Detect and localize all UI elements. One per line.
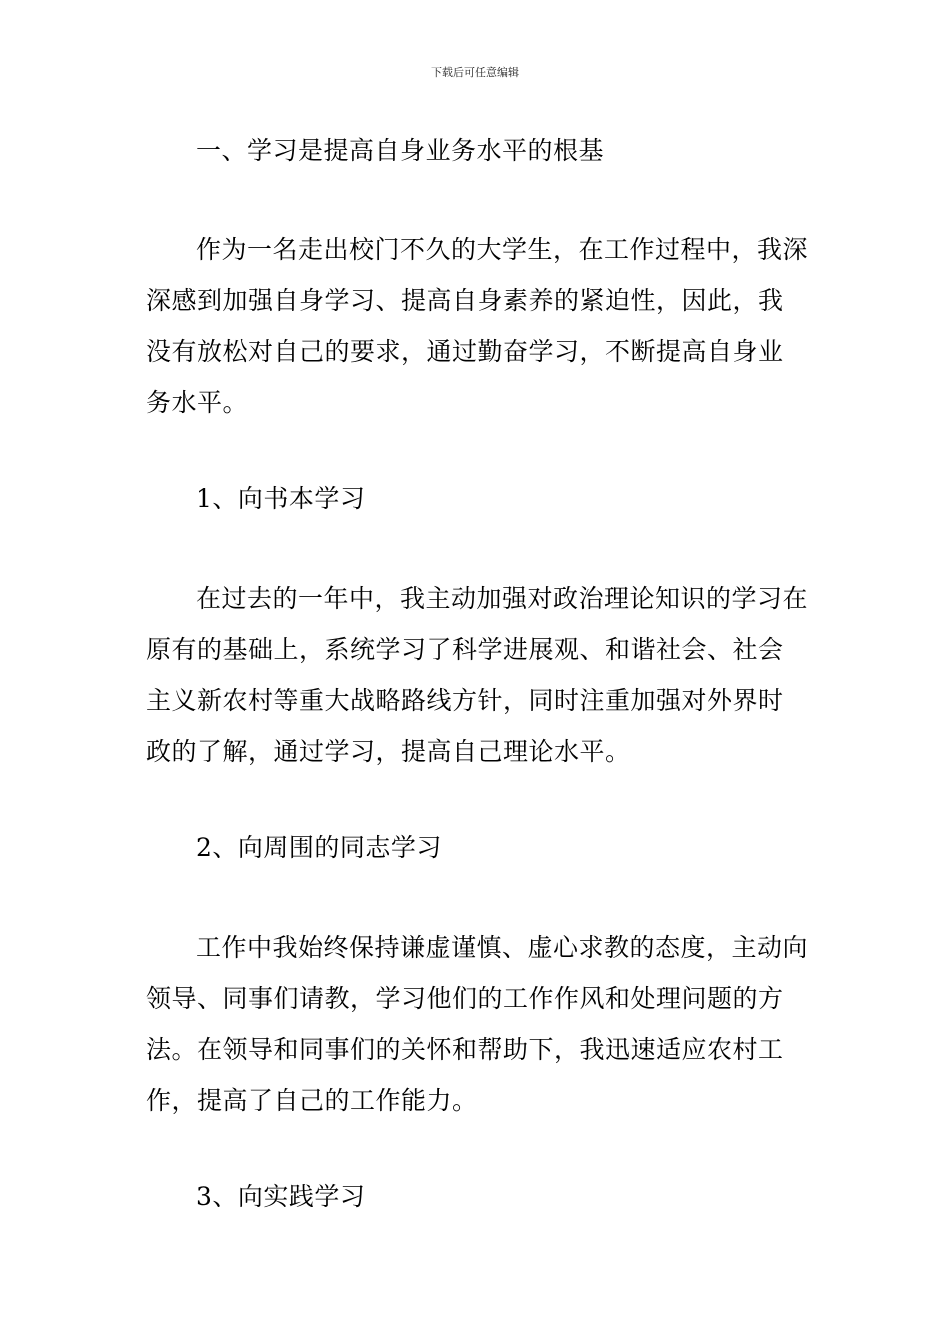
header-note: 下载后可任意编辑 <box>431 66 519 79</box>
subheading-practice: 3、向实践学习 <box>196 1182 366 1211</box>
subheading-books: 1、向书本学习 <box>196 484 366 513</box>
document-body <box>146 125 808 1271</box>
subheading-colleagues: 2、向周围的同志学习 <box>196 833 442 862</box>
section-heading: 一、学习是提高自身业务水平的根基 <box>196 136 605 165</box>
paragraph-colleagues: 工作中我始终保持谦虚谨慎、虚心求教的态度，主动向领导、同事们请教，学习他们的工作作风和处理问题的方法。在领导和同事们的关怀和帮助下，我迅速适应农村工作，提高了自己的工作能力。 <box>146 933 809 1115</box>
paragraph-books: 在过去的一年中，我主动加强对政治理论知识的学习在原有的基础上，系统学习了科学进展观、和谐社会、社会主义新农村等重大战略路线方针，同时注重加强对外界时政的了解，通过学习，提高自己理论水平。 <box>146 584 809 766</box>
paragraph-intro: 作为一名走出校门不久的大学生，在工作过程中，我深深感到加强自身学习、提高自身素养的紧迫性，因此，我没有放松对自己的要求，通过勤奋学习，不断提高自身业务水平。 <box>146 235 809 417</box>
